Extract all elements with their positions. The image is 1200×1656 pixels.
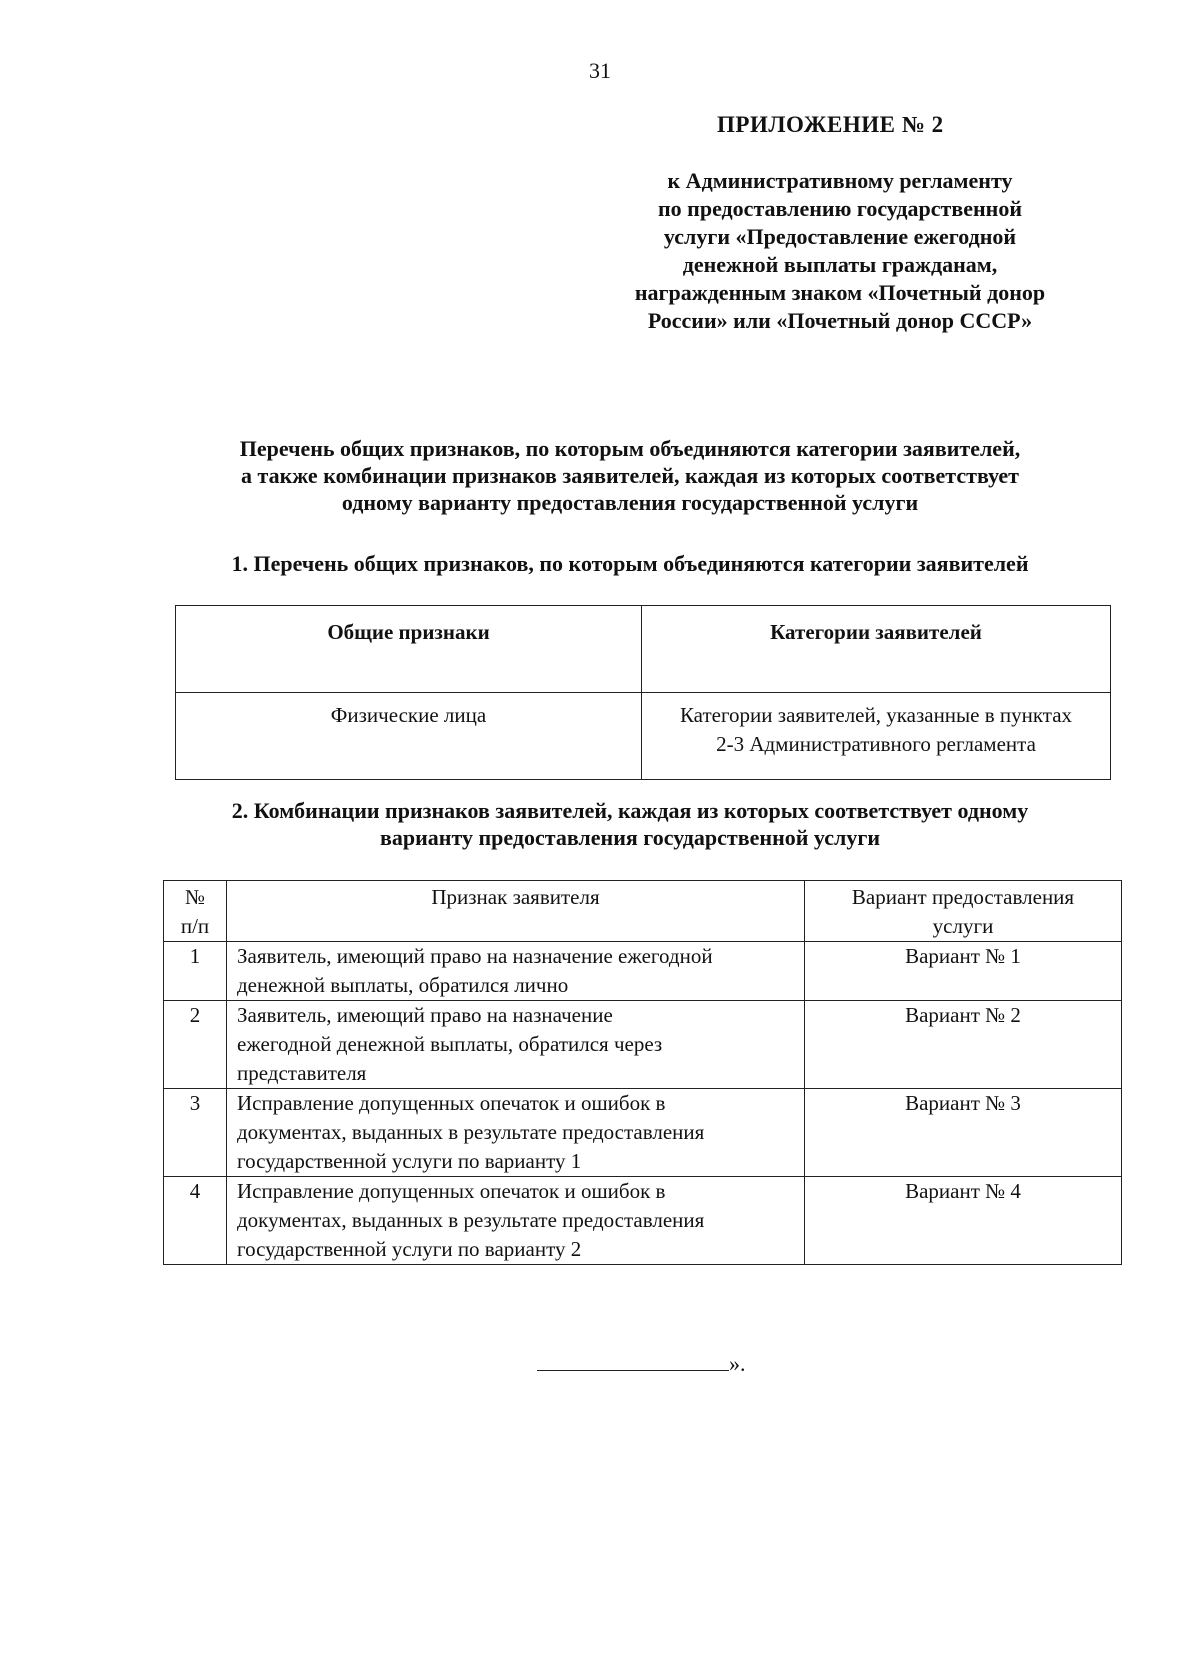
- header-variant: [805, 881, 1122, 942]
- main-title: [160, 435, 1100, 516]
- signature-line: [537, 1350, 729, 1371]
- cell-feature: [227, 1177, 805, 1265]
- cell-number: 4: [164, 1177, 227, 1265]
- cell-feature: [227, 942, 805, 1001]
- cell-line: государственной услуги по варианту 2: [237, 1237, 582, 1261]
- appendix-subtitle-line: по предоставлению государственной: [657, 196, 1023, 221]
- cell-number: 3: [164, 1089, 227, 1177]
- header-line: Вариант предоставления: [851, 885, 1075, 909]
- table-header-row: [164, 881, 1122, 942]
- cell-variant: Вариант № 4: [805, 1177, 1122, 1265]
- cell-line: Категории заявителей, указанные в пунктах: [679, 703, 1073, 727]
- appendix-title: ПРИЛОЖЕНИЕ № 2: [717, 112, 944, 137]
- cell-number: 2: [164, 1001, 227, 1089]
- cell-feature: Физические лица: [176, 693, 642, 780]
- header-line: №: [184, 885, 206, 909]
- cell-variant: Вариант № 2: [805, 1001, 1122, 1089]
- appendix-subtitle-line: к Административному регламенту: [667, 168, 1013, 193]
- cell-line: документах, выданных в результате предоставления: [237, 1120, 705, 1144]
- header-applicant-categories: Категории заявителей: [642, 606, 1111, 693]
- cell-line: ежегодной денежной выплаты, обратился через: [237, 1032, 663, 1056]
- header-line: п/п: [180, 914, 210, 938]
- main-title-line: одному варианту предоставления государственной услуги: [341, 490, 919, 515]
- table-row: [164, 1177, 1122, 1265]
- cell-line: Заявитель, имеющий право на назначение ежегодной: [237, 944, 713, 968]
- table-row: [164, 942, 1122, 1001]
- table-row: [164, 1089, 1122, 1177]
- cell-line: государственной услуги по варианту 1: [237, 1149, 582, 1173]
- cell-variant: Вариант № 1: [805, 942, 1122, 1001]
- table-row: [164, 1001, 1122, 1089]
- cell-feature: [227, 1089, 805, 1177]
- cell-feature: [227, 1001, 805, 1089]
- section1-title: 1. Перечень общих признаков, по которым объединяются категории заявителей: [231, 551, 1029, 576]
- header-line: услуги: [932, 914, 994, 938]
- cell-number: 1: [164, 942, 227, 1001]
- section2-title: [160, 797, 1100, 851]
- cell-line: денежной выплаты, обратился лично: [237, 973, 569, 997]
- main-title-line: Перечень общих признаков, по которым объединяются категории заявителей,: [239, 436, 1021, 461]
- cell-variant: Вариант № 3: [805, 1089, 1122, 1177]
- header-feature: Признак заявителя: [227, 881, 805, 942]
- table-header-row: [176, 606, 1111, 693]
- common-features-table: [175, 605, 1111, 780]
- appendix-subtitle-line: услуги «Предоставление ежегодной: [663, 224, 1017, 249]
- cell-line: Заявитель, имеющий право на назначение: [237, 1003, 613, 1027]
- cell-line: Исправление допущенных опечаток и ошибок в: [237, 1179, 666, 1203]
- appendix-subtitle-line: России» или «Почетный донор СССР»: [647, 308, 1033, 333]
- main-title-line: а также комбинации признаков заявителей, каждая из которых соответствует: [241, 463, 1019, 488]
- page-number: 31: [589, 58, 611, 83]
- section2-title-line: варианту предоставления государственной услуги: [379, 825, 881, 850]
- appendix-subtitle: [590, 167, 1090, 335]
- table-row: [176, 693, 1111, 780]
- cell-line: Исправление допущенных опечаток и ошибок в: [237, 1091, 666, 1115]
- appendix-subtitle-line: награжденным знаком «Почетный донор: [634, 280, 1046, 305]
- appendix-subtitle-line: денежной выплаты гражданам,: [682, 252, 998, 277]
- cell-line: 2-3 Административного регламента: [716, 732, 1036, 756]
- header-common-features: Общие признаки: [176, 606, 642, 693]
- section2-title-line: 2. Комбинации признаков заявителей, каждая из которых соответствует одному: [231, 798, 1029, 823]
- header-number: [164, 881, 227, 942]
- combinations-table: [163, 880, 1122, 1265]
- cell-line: представителя: [237, 1061, 367, 1085]
- cell-line: документах, выданных в результате предоставления: [237, 1208, 705, 1232]
- closing-quote: ».: [729, 1351, 746, 1376]
- closing-mark: [537, 1350, 746, 1377]
- cell-category: [642, 693, 1111, 780]
